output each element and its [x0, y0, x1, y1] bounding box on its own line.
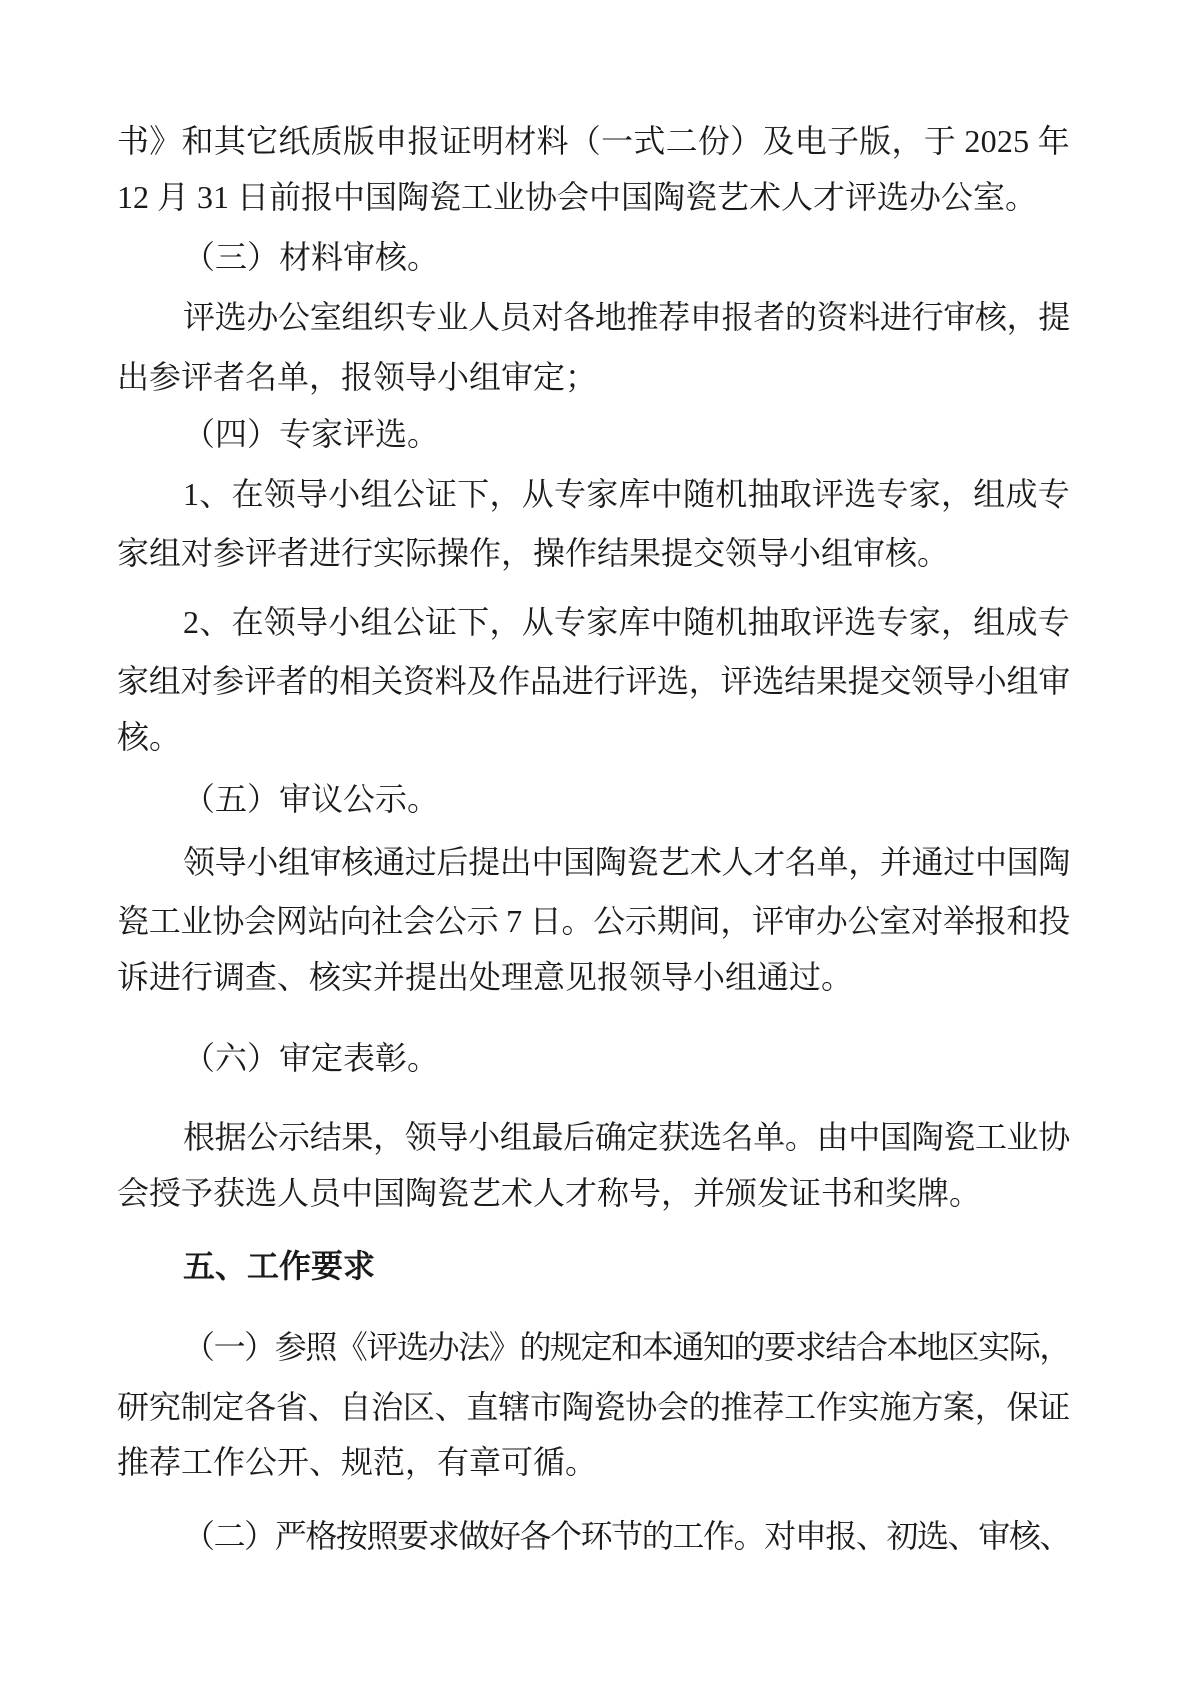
text-line — [117, 1385, 1070, 1429]
text-line-content: 领导小组审核通过后提出中国陶瓷艺术人才名单，并通过中国陶 — [183, 844, 1070, 880]
text-line-content: （五）审议公示。 — [183, 781, 440, 817]
text-line-content: 出参评者名单，报领导小组审定； — [117, 359, 598, 395]
text-line-content: （一）参照《评选办法》的规定和本通知的要求结合本地区实际， — [183, 1329, 1070, 1365]
text-line-content: （三）材料审核。 — [183, 239, 440, 275]
text-line-content: 瓷工业协会网站向社会公示 7 日。公示期间，评审办公室对举报和投 — [117, 903, 1070, 939]
text-line — [117, 175, 1070, 219]
text-line-content: 五、工作要求 — [183, 1248, 376, 1284]
text-line — [183, 295, 1070, 339]
text-line — [117, 119, 1070, 163]
text-line-content: 推荐工作公开、规范，有章可循。 — [117, 1444, 598, 1480]
text-line — [183, 840, 1070, 884]
text-line — [183, 600, 1070, 644]
text-line-content: 家组对参评者进行实际操作，操作结果提交领导小组审核。 — [117, 535, 950, 571]
text-line — [117, 955, 1070, 999]
text-line-content: （六）审定表彰。 — [183, 1040, 440, 1076]
text-line-content: （二）严格按照要求做好各个环节的工作。对申报、初选、审核、 — [183, 1518, 1070, 1554]
text-line — [183, 1115, 1070, 1159]
text-line — [183, 1325, 1070, 1369]
text-line — [117, 1171, 1070, 1215]
text-line — [183, 235, 1070, 279]
text-line — [117, 715, 1070, 759]
text-line-content: 书》和其它纸质版申报证明材料（一式二份）及电子版，于 2025 年 — [117, 123, 1070, 159]
text-line — [117, 355, 1070, 399]
text-line-content: 核。 — [117, 719, 182, 755]
text-line — [183, 412, 1070, 456]
text-line — [183, 1036, 1070, 1080]
text-line — [183, 777, 1070, 821]
text-line-content: （四）专家评选。 — [183, 416, 440, 452]
text-line — [183, 1514, 1070, 1558]
text-line-content: 12 月 31 日前报中国陶瓷工业协会中国陶瓷艺术人才评选办公室。 — [117, 179, 1038, 215]
text-line — [117, 531, 1070, 575]
text-line — [117, 659, 1070, 703]
text-line-content: 会授予获选人员中国陶瓷艺术人才称号，并颁发证书和奖牌。 — [117, 1175, 982, 1211]
text-line — [117, 1440, 1070, 1484]
text-line-content: 2、在领导小组公证下，从专家库中随机抽取评选专家，组成专 — [183, 604, 1070, 640]
section-heading — [183, 1244, 1070, 1288]
text-line-content: 研究制定各省、自治区、直辖市陶瓷协会的推荐工作实施方案，保证 — [117, 1389, 1070, 1425]
text-line-content: 家组对参评者的相关资料及作品进行评选，评选结果提交领导小组审 — [117, 663, 1070, 699]
text-line-content: 诉进行调查、核实并提出处理意见报领导小组通过。 — [117, 959, 854, 995]
text-line-content: 评选办公室组织专业人员对各地推荐申报者的资料进行审核，提 — [183, 299, 1070, 335]
text-line-content: 1、在领导小组公证下，从专家库中随机抽取评选专家，组成专 — [183, 476, 1070, 512]
text-line — [183, 472, 1070, 516]
text-line — [117, 899, 1070, 943]
text-line-content: 根据公示结果，领导小组最后确定获选名单。由中国陶瓷工业协 — [183, 1119, 1070, 1155]
